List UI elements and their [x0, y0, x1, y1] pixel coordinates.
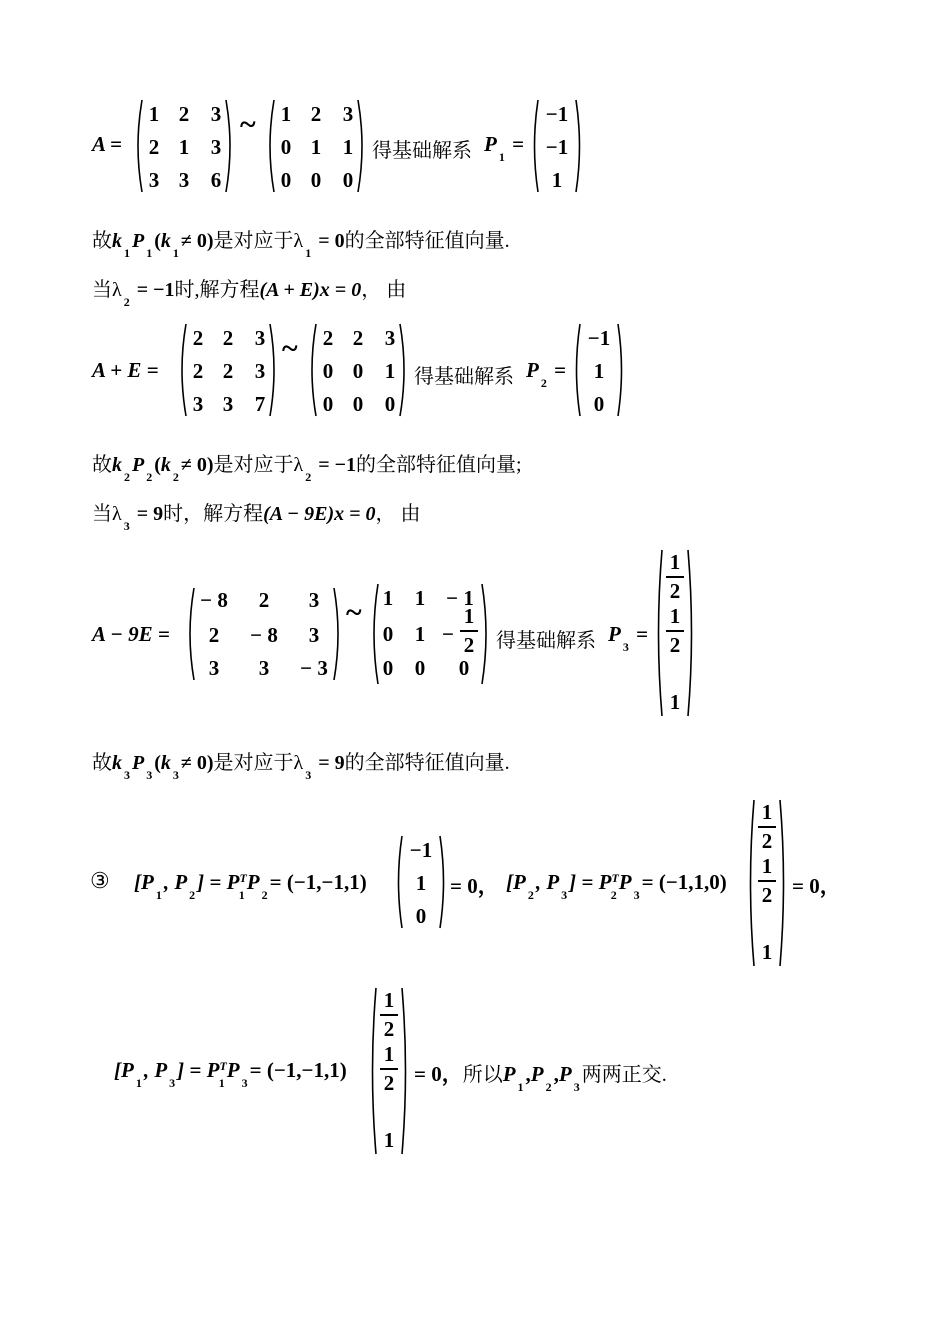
- numerator: 1: [383, 988, 395, 1012]
- matrix-cell: 0: [382, 622, 394, 646]
- k-symbol: k: [112, 230, 122, 252]
- subscript: 2: [123, 295, 130, 309]
- numerator: 1: [761, 800, 773, 824]
- matrix-A-plus-E: [176, 320, 280, 420]
- P-letter: P: [608, 622, 621, 646]
- text: 时,解方程: [174, 279, 260, 301]
- text: 时，解方程: [163, 503, 264, 525]
- matrix-cell: 3: [148, 168, 160, 192]
- comma-P: , P: [535, 870, 560, 894]
- subscript: 1: [135, 1076, 142, 1090]
- matrix-cell: 3: [178, 168, 190, 192]
- vector-P3-repeat: [746, 796, 788, 970]
- inner-product-23: [506, 870, 727, 902]
- text: ， 由: [361, 279, 407, 301]
- ne-zero: ≠ 0): [180, 230, 214, 252]
- matrix-cell: 2: [310, 102, 322, 126]
- vector-P3: [654, 546, 696, 720]
- tilde-symbol: ~: [282, 332, 298, 365]
- k-symbol: k: [160, 752, 171, 774]
- matrix-cell: 1: [280, 102, 292, 126]
- comma-P: , P: [143, 1058, 168, 1082]
- P-letter: P: [132, 752, 145, 774]
- matrix-cell: 0: [322, 359, 334, 383]
- equals-zero: = 0，: [450, 874, 499, 898]
- text: 所以: [462, 1064, 503, 1086]
- equation: (A + E)x = 0: [259, 279, 362, 301]
- vector-cell: 1: [669, 690, 681, 714]
- numerator: 1: [761, 854, 773, 878]
- subscript: 2: [261, 888, 268, 902]
- row-vector: = (−1,−1,1): [249, 1058, 347, 1082]
- P1-symbol: $P_1$ =: [484, 132, 525, 164]
- subscript: 1: [124, 246, 130, 260]
- inner-product-13: [114, 1058, 347, 1090]
- matrix-cell: 2: [222, 359, 234, 383]
- statement-line-5: [92, 746, 510, 782]
- vector-cell: 1: [415, 871, 427, 895]
- row-vector: = (−1,1,0): [641, 870, 727, 894]
- statement-line-4: [92, 497, 421, 533]
- basis-text: 得基础解系: [496, 630, 596, 652]
- subscript: 1: [238, 888, 245, 902]
- text: ， 由: [375, 503, 421, 525]
- text: 故: [92, 752, 112, 774]
- fraction-half: [454, 604, 484, 658]
- denominator: 2: [669, 633, 681, 657]
- eq-value: = −1: [318, 454, 357, 476]
- subscript: 3: [124, 768, 130, 782]
- bracket-P: [P: [506, 870, 526, 894]
- subscript: 2: [124, 470, 130, 484]
- bracket-P: [P: [134, 870, 154, 894]
- matrix-cell: 1: [148, 102, 160, 126]
- vector-P2: [572, 320, 626, 420]
- matrix-cell: 1: [414, 586, 426, 610]
- vector-cell: 0: [593, 392, 605, 416]
- lhs-A: A =: [92, 132, 123, 156]
- matrix-cell: − 1: [446, 586, 474, 610]
- vector-cell: −1: [587, 326, 611, 350]
- matrix-cell: 2: [208, 623, 220, 647]
- P-letter: P: [558, 1062, 572, 1086]
- text: 故: [92, 230, 112, 252]
- transpose: T: [611, 871, 619, 885]
- close-eq-P: ] = P: [177, 1058, 220, 1082]
- vector-cell: −1: [545, 102, 569, 126]
- transpose: T: [239, 871, 247, 885]
- matrix-cell: 3: [210, 102, 222, 126]
- subscript: 1: [517, 1080, 524, 1094]
- ne-zero: ≠ 0): [180, 454, 214, 476]
- eq-value: = 0: [318, 230, 345, 252]
- vector-cell: −1: [409, 838, 433, 862]
- matrix-cell: 2: [148, 135, 160, 159]
- eq-value: = 9: [136, 503, 164, 525]
- matrix-cell: 2: [352, 326, 364, 350]
- subscript: 2: [189, 888, 196, 902]
- numerator: 1: [463, 604, 475, 628]
- row-vector: = (−1,−1,1): [269, 870, 367, 894]
- matrix-cell: − 3: [300, 656, 328, 680]
- paren: (: [154, 752, 161, 774]
- subscript: 2: [527, 888, 534, 902]
- denominator: 2: [669, 579, 681, 603]
- conclusion: = 0，所以$P_1,P_2,P_3$两两正交.: [414, 1062, 667, 1094]
- matrix-cell: − 8: [250, 623, 278, 647]
- lambda-symbol: λ: [293, 752, 304, 774]
- text: 是对应于: [213, 230, 294, 252]
- P-letter: P: [246, 870, 260, 894]
- ne-zero: ≠ 0): [180, 752, 214, 774]
- P-letter: P: [526, 358, 539, 382]
- subscript: 1: [172, 246, 179, 260]
- matrix-cell: 3: [254, 359, 266, 383]
- matrix-cell: 0: [322, 392, 334, 416]
- lambda-symbol: λ: [112, 503, 122, 525]
- matrix-cell: 1: [382, 586, 394, 610]
- P2-symbol: $P_2$ =: [526, 358, 567, 390]
- matrix-cell: 1: [414, 622, 426, 646]
- subscript: 2: [305, 470, 312, 484]
- subscript: 1: [146, 246, 153, 260]
- subscript: 2: [146, 470, 153, 484]
- bracket-P: [P: [114, 1058, 134, 1082]
- comma-P: , P: [163, 870, 188, 894]
- matrix-cell: 2: [258, 588, 270, 612]
- matrix-cell: 2: [192, 359, 204, 383]
- matrix-cell: 0: [352, 359, 364, 383]
- matrix-cell: 0: [384, 392, 396, 416]
- subscript: 3: [169, 1076, 176, 1090]
- matrix-cell: 6: [210, 168, 222, 192]
- matrix-cell: 0: [458, 656, 470, 680]
- vector-cell: −1: [545, 135, 569, 159]
- matrix-cell: 0: [342, 168, 354, 192]
- denominator: 2: [761, 883, 773, 907]
- matrix-cell: 0: [352, 392, 364, 416]
- A-symbol: A: [92, 132, 105, 156]
- P-letter: P: [530, 1062, 544, 1086]
- text: 故: [92, 454, 112, 476]
- denominator: 2: [761, 829, 773, 853]
- matrix-cell: 0: [280, 135, 292, 159]
- matrix-cell: 3: [258, 656, 270, 680]
- fraction-half: [752, 854, 782, 908]
- matrix-reduced: [264, 96, 368, 196]
- subscript: 2: [545, 1080, 552, 1094]
- matrix-cell: 2: [178, 102, 190, 126]
- matrix-cell: 1: [178, 135, 190, 159]
- matrix-cell: 0: [310, 168, 322, 192]
- equals-zero: = 0，: [414, 1062, 463, 1086]
- numerator: 1: [383, 1042, 395, 1066]
- vector-cell: 1: [761, 940, 773, 964]
- matrix-cell: 1: [384, 359, 396, 383]
- equation: (A − 9E)x = 0: [263, 503, 376, 525]
- vector-cell: 1: [593, 359, 605, 383]
- subscript: 2: [172, 470, 179, 484]
- basis-text: 得基础解系: [372, 140, 472, 162]
- inner-product-12: [134, 870, 367, 902]
- subscript: 3: [241, 1076, 248, 1090]
- transpose: T: [219, 1059, 227, 1073]
- matrix-reduced-2: [306, 320, 410, 420]
- matrix-cell: 2: [322, 326, 334, 350]
- matrix-cell: 3: [342, 102, 354, 126]
- vector-cell: 1: [383, 1128, 395, 1152]
- matrix-cell: 2: [222, 326, 234, 350]
- fraction-half: [752, 800, 782, 854]
- vector-cell: 1: [551, 168, 563, 192]
- k-symbol: k: [112, 752, 122, 774]
- equals-zero: = 0，: [792, 874, 841, 898]
- matrix-cell: 7: [254, 392, 266, 416]
- matrix-reduced-3: [368, 580, 492, 688]
- fraction-half: [660, 550, 690, 604]
- text: 的全部特征值向量.: [344, 230, 510, 252]
- matrix-cell: 1: [342, 135, 354, 159]
- close-eq-P: ] = P: [197, 870, 240, 894]
- text: 的全部特征值向量.: [344, 752, 510, 774]
- matrix-cell: 3: [384, 326, 396, 350]
- matrix-cell: 3: [208, 656, 220, 680]
- P-letter: P: [484, 132, 497, 156]
- matrix-cell: 2: [192, 326, 204, 350]
- P-letter: P: [132, 230, 145, 252]
- fraction-half: [374, 988, 404, 1042]
- lambda-symbol: λ: [293, 454, 304, 476]
- lhs-A-minus-9E: A − 9E =: [92, 622, 170, 646]
- subscript: 1: [218, 1076, 225, 1090]
- subscript: 3: [172, 768, 179, 782]
- P-letter: P: [226, 1058, 240, 1082]
- k-symbol: k: [160, 454, 171, 476]
- denominator: 2: [383, 1071, 395, 1095]
- statement-line-2: [92, 273, 407, 309]
- eq-value: = −1: [136, 279, 175, 301]
- paren: (: [154, 230, 161, 252]
- circled-three-marker: ③: [90, 868, 110, 893]
- subscript: 3: [123, 519, 130, 533]
- matrix-cell: 0: [280, 168, 292, 192]
- denominator: 2: [383, 1017, 395, 1041]
- matrix-A-minus-9E: [184, 584, 344, 684]
- eq-value: = 9: [318, 752, 345, 774]
- subscript: 1: [305, 246, 312, 260]
- matrix-cell: 3: [222, 392, 234, 416]
- matrix-cell: 3: [254, 326, 266, 350]
- subscript: 1: [155, 888, 162, 902]
- lhs-A-plus-E: A + E =: [92, 358, 159, 382]
- fraction-half: [660, 604, 690, 658]
- statement-line-1: [92, 224, 510, 260]
- text: 当: [92, 279, 112, 301]
- numerator: 1: [669, 604, 681, 628]
- subscript: 3: [305, 768, 312, 782]
- subscript: 1: [498, 150, 505, 164]
- close-eq-P: ] = P: [569, 870, 612, 894]
- matrix-cell: −: [442, 622, 454, 646]
- vector-cell: 0: [415, 904, 427, 928]
- matrix-cell: − 8: [200, 588, 228, 612]
- matrix-cell: 0: [414, 656, 426, 680]
- subscript: 3: [146, 768, 153, 782]
- lambda-symbol: λ: [112, 279, 122, 301]
- matrix-A: [132, 96, 236, 196]
- subscript: 3: [573, 1080, 580, 1094]
- tilde-symbol: ~: [240, 108, 256, 141]
- tilde-symbol: ~: [346, 596, 362, 629]
- statement-line-3: [92, 448, 522, 484]
- text: 是对应于: [213, 454, 294, 476]
- matrix-cell: 3: [192, 392, 204, 416]
- subscript: 2: [540, 376, 547, 390]
- matrix-cell: 1: [310, 135, 322, 159]
- paren: (: [154, 454, 161, 476]
- matrix-cell: 3: [308, 623, 320, 647]
- denominator: 2: [463, 633, 475, 657]
- P-letter: P: [132, 454, 145, 476]
- text: 的全部特征值向量;: [356, 454, 522, 476]
- vector-P1: [530, 96, 584, 196]
- subscript: 3: [561, 888, 568, 902]
- vector-P2-repeat: [394, 832, 448, 932]
- subscript: 3: [622, 640, 629, 654]
- subscript: 2: [610, 888, 617, 902]
- P3-symbol: $P_3$ =: [608, 622, 649, 654]
- P-letter: P: [618, 870, 632, 894]
- fraction-half: [374, 1042, 404, 1096]
- lambda-symbol: λ: [293, 230, 304, 252]
- matrix-cell: 3: [210, 135, 222, 159]
- text: 当: [92, 503, 112, 525]
- text: 是对应于: [213, 752, 294, 774]
- P-letter: P: [502, 1062, 516, 1086]
- numerator: 1: [669, 550, 681, 574]
- matrix-cell: 0: [382, 656, 394, 680]
- k-symbol: k: [112, 454, 122, 476]
- subscript: 3: [633, 888, 640, 902]
- matrix-cell: 3: [308, 588, 320, 612]
- basis-text: 得基础解系: [414, 366, 514, 388]
- vector-P3-repeat-2: [368, 984, 410, 1158]
- k-symbol: k: [160, 230, 171, 252]
- text: 两两正交.: [581, 1064, 667, 1086]
